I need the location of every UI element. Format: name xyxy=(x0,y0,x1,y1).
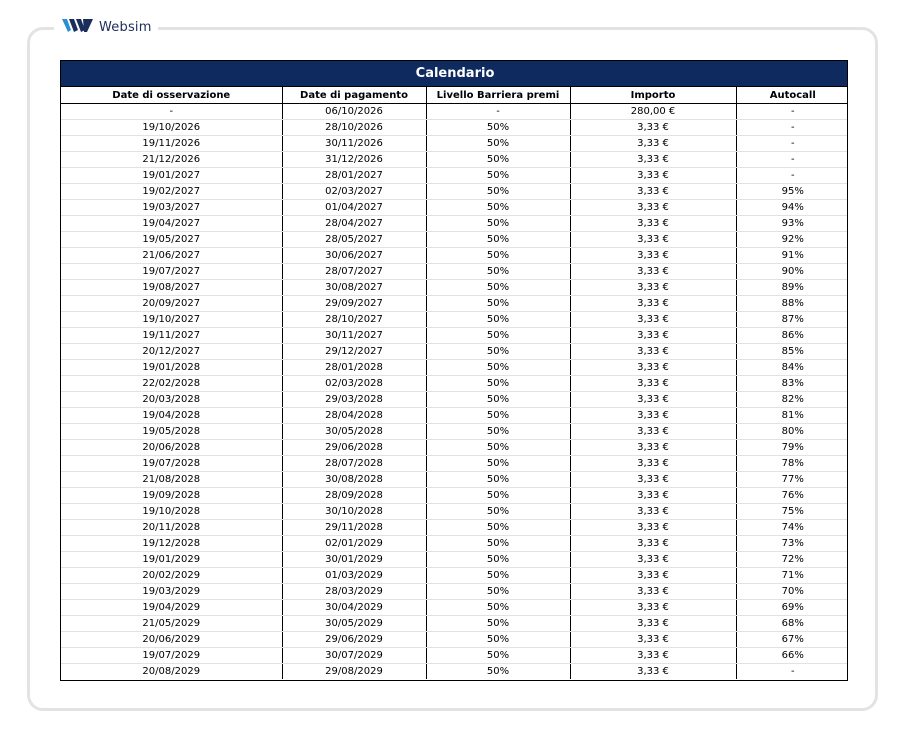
calendar-table-container xyxy=(60,60,848,681)
cell-amount: 3,33 € xyxy=(570,344,736,360)
table-row xyxy=(61,360,848,376)
table-row xyxy=(61,616,848,632)
cell-barrier-level: 50% xyxy=(426,328,570,344)
cell-barrier-level: 50% xyxy=(426,232,570,248)
table-row xyxy=(61,200,848,216)
table-row xyxy=(61,168,848,184)
cell-payment-date: 28/09/2028 xyxy=(282,488,426,504)
cell-amount: 3,33 € xyxy=(570,456,736,472)
cell-payment-date: 28/01/2028 xyxy=(282,360,426,376)
cell-autocall: 79% xyxy=(736,440,848,456)
cell-observation-date: 20/11/2028 xyxy=(61,520,282,536)
cell-amount: 3,33 € xyxy=(570,200,736,216)
table-title-row xyxy=(61,61,848,87)
cell-payment-date: 30/06/2027 xyxy=(282,248,426,264)
cell-barrier-level: 50% xyxy=(426,360,570,376)
cell-autocall: 80% xyxy=(736,424,848,440)
cell-observation-date: 19/03/2029 xyxy=(61,584,282,600)
cell-observation-date: 19/08/2027 xyxy=(61,280,282,296)
cell-autocall: 75% xyxy=(736,504,848,520)
cell-payment-date: 28/04/2028 xyxy=(282,408,426,424)
cell-amount: 3,33 € xyxy=(570,312,736,328)
table-row xyxy=(61,328,848,344)
cell-payment-date: 28/05/2027 xyxy=(282,232,426,248)
brand[interactable] xyxy=(54,16,158,38)
cell-payment-date: 30/10/2028 xyxy=(282,504,426,520)
table-row xyxy=(61,536,848,552)
table-row xyxy=(61,408,848,424)
table-row xyxy=(61,296,848,312)
cell-amount: 3,33 € xyxy=(570,376,736,392)
cell-amount: 3,33 € xyxy=(570,280,736,296)
cell-observation-date: 19/04/2029 xyxy=(61,600,282,616)
table-row xyxy=(61,152,848,168)
table-row xyxy=(61,584,848,600)
cell-amount: 3,33 € xyxy=(570,424,736,440)
table-row xyxy=(61,344,848,360)
cell-amount: 3,33 € xyxy=(570,296,736,312)
cell-observation-date: 19/10/2026 xyxy=(61,120,282,136)
table-row xyxy=(61,632,848,648)
cell-observation-date: 20/06/2029 xyxy=(61,632,282,648)
cell-barrier-level: 50% xyxy=(426,520,570,536)
cell-payment-date: 28/04/2027 xyxy=(282,216,426,232)
cell-observation-date: 19/01/2029 xyxy=(61,552,282,568)
cell-barrier-level: 50% xyxy=(426,392,570,408)
cell-amount: 3,33 € xyxy=(570,248,736,264)
cell-observation-date: 19/04/2027 xyxy=(61,216,282,232)
cell-barrier-level: 50% xyxy=(426,408,570,424)
cell-payment-date: 28/03/2029 xyxy=(282,584,426,600)
table-row xyxy=(61,472,848,488)
table-row xyxy=(61,280,848,296)
cell-observation-date: 19/11/2027 xyxy=(61,328,282,344)
cell-observation-date: 20/08/2029 xyxy=(61,664,282,680)
cell-amount: 3,33 € xyxy=(570,472,736,488)
cell-barrier-level: 50% xyxy=(426,456,570,472)
column-header-observation-date: Date di osservazione xyxy=(61,87,282,104)
cell-barrier-level: 50% xyxy=(426,632,570,648)
cell-payment-date: 02/03/2027 xyxy=(282,184,426,200)
cell-amount: 3,33 € xyxy=(570,632,736,648)
cell-autocall: 69% xyxy=(736,600,848,616)
cell-amount: 3,33 € xyxy=(570,392,736,408)
table-row xyxy=(61,520,848,536)
cell-barrier-level: 50% xyxy=(426,184,570,200)
cell-amount: 3,33 € xyxy=(570,536,736,552)
cell-autocall: 85% xyxy=(736,344,848,360)
cell-payment-date: 31/12/2026 xyxy=(282,152,426,168)
table-row xyxy=(61,504,848,520)
table-row xyxy=(61,312,848,328)
cell-amount: 3,33 € xyxy=(570,216,736,232)
cell-payment-date: 28/07/2028 xyxy=(282,456,426,472)
cell-payment-date: 29/11/2028 xyxy=(282,520,426,536)
cell-observation-date: 19/10/2027 xyxy=(61,312,282,328)
cell-amount: 3,33 € xyxy=(570,168,736,184)
cell-amount: 3,33 € xyxy=(570,232,736,248)
column-header-barrier-level: Livello Barriera premi xyxy=(426,87,570,104)
cell-payment-date: 02/01/2029 xyxy=(282,536,426,552)
table-row xyxy=(61,232,848,248)
cell-amount: 3,33 € xyxy=(570,440,736,456)
cell-payment-date: 30/04/2029 xyxy=(282,600,426,616)
cell-barrier-level: - xyxy=(426,104,570,120)
cell-amount: 3,33 € xyxy=(570,616,736,632)
cell-autocall: 84% xyxy=(736,360,848,376)
table-row xyxy=(61,264,848,280)
cell-autocall: - xyxy=(736,152,848,168)
cell-barrier-level: 50% xyxy=(426,248,570,264)
cell-barrier-level: 50% xyxy=(426,296,570,312)
cell-autocall: 68% xyxy=(736,616,848,632)
cell-observation-date: 21/06/2027 xyxy=(61,248,282,264)
calendar-table xyxy=(61,61,848,679)
cell-amount: 3,33 € xyxy=(570,488,736,504)
column-header-autocall: Autocall xyxy=(736,87,848,104)
cell-payment-date: 29/12/2027 xyxy=(282,344,426,360)
cell-amount: 3,33 € xyxy=(570,408,736,424)
cell-payment-date: 29/03/2028 xyxy=(282,392,426,408)
column-header-amount: Importo xyxy=(570,87,736,104)
cell-barrier-level: 50% xyxy=(426,152,570,168)
table-row xyxy=(61,216,848,232)
table-row xyxy=(61,376,848,392)
cell-payment-date: 29/09/2027 xyxy=(282,296,426,312)
cell-payment-date: 28/01/2027 xyxy=(282,168,426,184)
table-title: Calendario xyxy=(61,61,848,87)
cell-barrier-level: 50% xyxy=(426,568,570,584)
cell-barrier-level: 50% xyxy=(426,200,570,216)
cell-amount: 3,33 € xyxy=(570,328,736,344)
table-row xyxy=(61,184,848,200)
cell-observation-date: 19/10/2028 xyxy=(61,504,282,520)
cell-autocall: - xyxy=(790,666,795,677)
cell-amount: 3,33 € xyxy=(570,504,736,520)
table-row xyxy=(61,424,848,440)
cell-autocall: 88% xyxy=(736,296,848,312)
cell-autocall: 67% xyxy=(736,632,848,648)
cell-barrier-level: 50% xyxy=(426,584,570,600)
cell-amount: 3,33 € xyxy=(570,664,736,680)
cell-autocall: 66% xyxy=(736,648,848,664)
cell-observation-date: 20/02/2029 xyxy=(61,568,282,584)
cell-observation-date: 21/05/2029 xyxy=(61,616,282,632)
table-row xyxy=(61,552,848,568)
cell-observation-date: 20/03/2028 xyxy=(61,392,282,408)
cell-observation-date: 19/01/2027 xyxy=(61,168,282,184)
cell-autocall: 73% xyxy=(736,536,848,552)
websim-logo-icon xyxy=(60,15,96,39)
cell-autocall: 77% xyxy=(736,472,848,488)
cell-payment-date: 28/07/2027 xyxy=(282,264,426,280)
table-row xyxy=(61,392,848,408)
cell-autocall: 95% xyxy=(736,184,848,200)
table-row xyxy=(61,136,848,152)
cell-barrier-level: 50% xyxy=(426,344,570,360)
cell-payment-date: 30/08/2028 xyxy=(282,472,426,488)
cell-amount: 3,33 € xyxy=(570,600,736,616)
cell-observation-date: 22/02/2028 xyxy=(61,376,282,392)
cell-autocall: 89% xyxy=(736,280,848,296)
cell-barrier-level: 50% xyxy=(426,136,570,152)
cell-barrier-level: 50% xyxy=(426,120,570,136)
cell-barrier-level: 50% xyxy=(426,616,570,632)
cell-amount: 3,33 € xyxy=(570,264,736,280)
cell-observation-date: 19/02/2027 xyxy=(61,184,282,200)
cell-autocall: 72% xyxy=(736,552,848,568)
cell-amount: 3,33 € xyxy=(570,520,736,536)
cell-barrier-level: 50% xyxy=(426,440,570,456)
cell-amount: 3,33 € xyxy=(570,584,736,600)
table-row xyxy=(61,664,848,680)
cell-payment-date: 06/10/2026 xyxy=(282,104,426,120)
cell-autocall: 78% xyxy=(736,456,848,472)
cell-autocall: - xyxy=(736,136,848,152)
table-row xyxy=(61,648,848,664)
cell-barrier-level: 50% xyxy=(426,280,570,296)
cell-payment-date: 30/11/2027 xyxy=(282,328,426,344)
cell-barrier-level: 50% xyxy=(426,600,570,616)
cell-observation-date: 20/12/2027 xyxy=(61,344,282,360)
cell-amount: 3,33 € xyxy=(570,360,736,376)
cell-autocall: 92% xyxy=(736,232,848,248)
cell-payment-date: 01/04/2027 xyxy=(282,200,426,216)
cell-amount: 3,33 € xyxy=(570,184,736,200)
cell-observation-date: 19/09/2028 xyxy=(61,488,282,504)
cell-payment-date: 29/06/2028 xyxy=(282,440,426,456)
cell-payment-date: 01/03/2029 xyxy=(282,568,426,584)
cell-autocall: 71% xyxy=(736,568,848,584)
table-row xyxy=(61,120,848,136)
cell-autocall: - xyxy=(736,104,848,120)
cell-observation-date: 19/05/2028 xyxy=(61,424,282,440)
cell-autocall: 82% xyxy=(736,392,848,408)
cell-observation-date: 19/05/2027 xyxy=(61,232,282,248)
cell-barrier-level: 50% xyxy=(426,168,570,184)
cell-payment-date: 30/08/2027 xyxy=(282,280,426,296)
cell-barrier-level: 50% xyxy=(426,472,570,488)
cell-observation-date: 19/11/2026 xyxy=(61,136,282,152)
cell-payment-date: 30/05/2028 xyxy=(282,424,426,440)
cell-payment-date: 02/03/2028 xyxy=(282,376,426,392)
cell-autocall: 70% xyxy=(736,584,848,600)
cell-autocall: 86% xyxy=(736,328,848,344)
cell-payment-date: 28/10/2027 xyxy=(282,312,426,328)
cell-payment-date: 30/07/2029 xyxy=(282,648,426,664)
cell-amount: 280,00 € xyxy=(570,104,736,120)
cell-observation-date: 21/12/2026 xyxy=(61,152,282,168)
cell-payment-date: 30/05/2029 xyxy=(282,616,426,632)
cell-barrier-level: 50% xyxy=(426,488,570,504)
cell-observation-date: 21/08/2028 xyxy=(61,472,282,488)
cell-autocall: 74% xyxy=(736,520,848,536)
cell-observation-date: - xyxy=(61,104,282,120)
cell-observation-date: 19/01/2028 xyxy=(61,360,282,376)
cell-barrier-level: 50% xyxy=(426,504,570,520)
cell-amount: 3,33 € xyxy=(570,152,736,168)
cell-autocall: 91% xyxy=(736,248,848,264)
cell-payment-date: 30/01/2029 xyxy=(282,552,426,568)
cell-observation-date: 19/07/2027 xyxy=(61,264,282,280)
table-row xyxy=(61,440,848,456)
table-row xyxy=(61,104,848,120)
cell-observation-date: 19/04/2028 xyxy=(61,408,282,424)
table-row xyxy=(61,600,848,616)
cell-barrier-level: 50% xyxy=(426,264,570,280)
cell-payment-date: 28/10/2026 xyxy=(282,120,426,136)
cell-autocall: 93% xyxy=(736,216,848,232)
cell-barrier-level: 50% xyxy=(426,376,570,392)
cell-payment-date: 29/08/2029 xyxy=(282,664,426,680)
table-row xyxy=(61,488,848,504)
cell-barrier-level: 50% xyxy=(426,216,570,232)
cell-autocall: 90% xyxy=(736,264,848,280)
cell-amount: 3,33 € xyxy=(570,648,736,664)
cell-observation-date: 19/07/2029 xyxy=(61,648,282,664)
table-row xyxy=(61,568,848,584)
column-header-payment-date: Date di pagamento xyxy=(282,87,426,104)
cell-barrier-level: 50% xyxy=(426,664,570,680)
cell-autocall: 83% xyxy=(736,376,848,392)
cell-autocall: - xyxy=(736,168,848,184)
column-header-row xyxy=(61,87,848,104)
cell-barrier-level: 50% xyxy=(426,536,570,552)
table-row xyxy=(61,456,848,472)
cell-autocall: - xyxy=(736,120,848,136)
cell-barrier-level: 50% xyxy=(426,552,570,568)
cell-barrier-level: 50% xyxy=(426,312,570,328)
cell-payment-date: 29/06/2029 xyxy=(282,632,426,648)
cell-observation-date: 19/07/2028 xyxy=(61,456,282,472)
cell-amount: 3,33 € xyxy=(570,120,736,136)
cell-amount: 3,33 € xyxy=(570,568,736,584)
cell-autocall: 94% xyxy=(736,200,848,216)
cell-observation-date: 19/03/2027 xyxy=(61,200,282,216)
cell-observation-date: 20/06/2028 xyxy=(61,440,282,456)
cell-barrier-level: 50% xyxy=(426,424,570,440)
cell-amount: 3,33 € xyxy=(570,552,736,568)
table-body xyxy=(61,104,848,680)
cell-observation-date: 20/09/2027 xyxy=(61,296,282,312)
cell-observation-date: 19/12/2028 xyxy=(61,536,282,552)
table-row xyxy=(61,248,848,264)
cell-autocall: 81% xyxy=(736,408,848,424)
cell-amount: 3,33 € xyxy=(570,136,736,152)
cell-payment-date: 30/11/2026 xyxy=(282,136,426,152)
cell-autocall: 76% xyxy=(736,488,848,504)
brand-name: Websim xyxy=(99,19,152,35)
cell-autocall: 87% xyxy=(736,312,848,328)
cell-barrier-level: 50% xyxy=(426,648,570,664)
